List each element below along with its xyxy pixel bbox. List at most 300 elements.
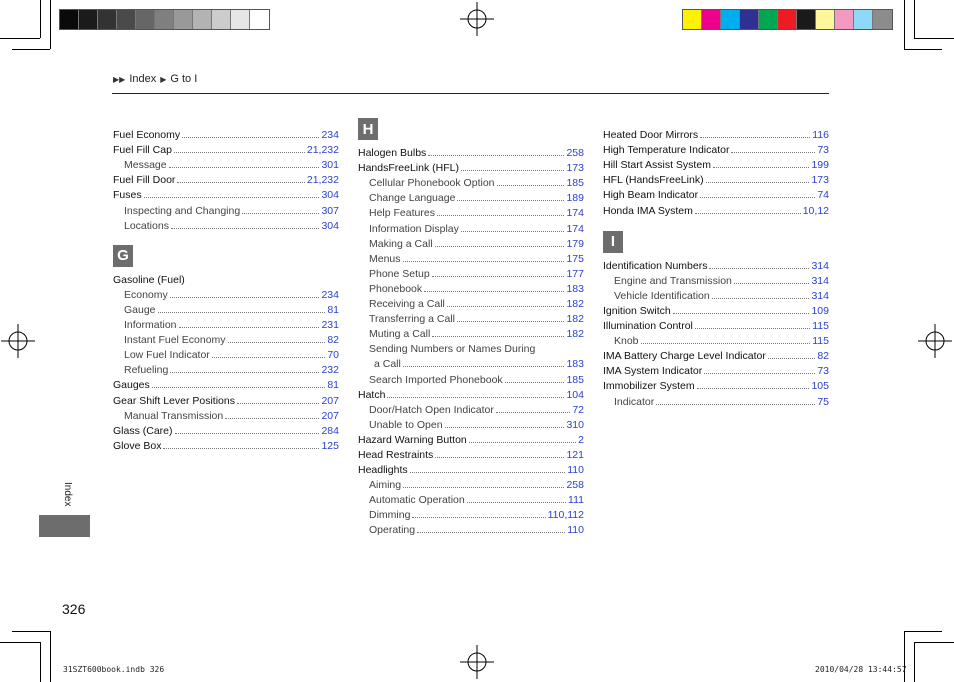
- index-entry-page-link[interactable]: 258: [566, 147, 584, 160]
- crop-mark-top-right-h2: [904, 49, 942, 50]
- index-entry-label: Low Fuel Indicator: [124, 349, 210, 362]
- index-entry: [603, 171, 829, 186]
- dot-leader: [163, 448, 319, 449]
- index-entry-page-link[interactable]: 304: [321, 189, 339, 202]
- dot-leader: [673, 313, 810, 314]
- dot-leader: [467, 502, 566, 503]
- crop-mark-top-right-h: [914, 38, 954, 39]
- dot-leader: [447, 306, 565, 307]
- index-entry: [358, 491, 584, 506]
- index-entry-page-link[interactable]: 207: [321, 394, 339, 407]
- index-entry: [603, 287, 829, 302]
- grayscale-swatch: [174, 10, 193, 29]
- index-entry-page-link[interactable]: 231: [321, 319, 339, 332]
- crop-mark-top-right-v: [914, 0, 915, 38]
- grayscale-swatch: [98, 10, 117, 29]
- side-tab-label: Index: [62, 482, 73, 507]
- index-entry-label: Immobilizer System: [603, 380, 695, 393]
- index-entry: [358, 386, 584, 401]
- index-entry-label: Heated Door Mirrors: [603, 129, 699, 142]
- index-entry: [603, 186, 829, 201]
- index-entry-label: Ignition Switch: [603, 304, 671, 317]
- index-entry-page-link[interactable]: 75: [817, 395, 829, 408]
- header-rule: [112, 93, 829, 94]
- index-entry: [358, 431, 584, 446]
- index-entry-label: Headlights: [358, 464, 408, 477]
- page-number: 326: [62, 601, 86, 617]
- index-entry-page-link[interactable]: 10,12: [802, 204, 829, 217]
- index-entry-page-link[interactable]: 234: [321, 129, 339, 142]
- dot-leader: [709, 268, 809, 269]
- index-entry-label: Gauge: [124, 303, 156, 316]
- dot-leader: [174, 152, 305, 153]
- index-entry: [358, 235, 584, 250]
- index-entry-label: Vehicle Identification: [614, 289, 710, 302]
- process-color-swatch: [854, 10, 873, 29]
- index-entry-label: Receiving a Call: [369, 298, 445, 311]
- grayscale-swatch: [212, 10, 231, 29]
- index-entry-page-link[interactable]: 21,232: [306, 144, 339, 157]
- dot-leader: [403, 261, 565, 262]
- index-entry-label: Identification Numbers: [603, 259, 708, 272]
- letter-badge-i: I: [603, 231, 623, 253]
- dot-leader: [179, 327, 320, 328]
- index-entry-label: Illumination Control: [603, 320, 693, 333]
- process-color-swatch: [740, 10, 759, 29]
- arrow-icon: ▶: [160, 74, 167, 84]
- index-entry: [358, 461, 584, 476]
- dot-leader: [387, 397, 564, 398]
- dot-leader: [225, 418, 319, 419]
- dot-leader: [445, 427, 565, 428]
- dot-leader: [175, 433, 320, 434]
- dot-leader: [182, 137, 319, 138]
- index-entry-page-link[interactable]: 2: [578, 433, 584, 446]
- index-entry-label: Engine and Transmission: [614, 274, 732, 287]
- dot-leader: [432, 336, 564, 337]
- index-entry: [358, 189, 584, 204]
- index-entry: [358, 446, 584, 461]
- index-entry: [113, 141, 339, 156]
- index-entry-page-link[interactable]: 73: [817, 365, 829, 378]
- index-entry: [113, 156, 339, 171]
- grayscale-swatch: [79, 10, 98, 29]
- dot-leader: [497, 185, 565, 186]
- index-entry-label: Hill Start Assist System: [603, 159, 711, 172]
- process-color-swatch: [721, 10, 740, 29]
- crop-mark-bottom-left-h: [0, 642, 40, 643]
- index-entry-label: Phone Setup: [369, 267, 430, 280]
- index-entry-label: Message: [124, 159, 167, 172]
- crop-mark-bottom-right-h2: [904, 631, 942, 632]
- dot-leader: [700, 137, 810, 138]
- dot-leader: [457, 321, 564, 322]
- process-color-swatch: [702, 10, 721, 29]
- footer-timestamp: 2010/04/28 13:44:57: [815, 665, 907, 674]
- side-tab[interactable]: [39, 515, 90, 537]
- index-entry-page-link[interactable]: 304: [321, 219, 339, 232]
- index-entry: [358, 265, 584, 280]
- index-entry-page-link[interactable]: 110: [567, 464, 584, 477]
- crop-mark-bottom-right-v: [914, 642, 915, 682]
- index-entry-page-link[interactable]: 72: [572, 403, 584, 416]
- dot-leader: [700, 197, 815, 198]
- dot-leader: [457, 200, 564, 201]
- index-entry: [603, 257, 829, 272]
- index-entry-label: IMA System Indicator: [603, 365, 703, 378]
- index-entry: [358, 144, 584, 159]
- index-entry-page-link[interactable]: 110,112: [547, 509, 584, 522]
- index-entry: [113, 301, 339, 316]
- index-entry-page-link[interactable]: 182: [566, 298, 584, 311]
- index-entry-label: IMA Battery Charge Level Indicator: [603, 350, 766, 363]
- index-entry: [358, 325, 584, 340]
- index-entry-page-link[interactable]: 179: [566, 237, 584, 250]
- crop-mark-top-left-v2: [50, 0, 51, 49]
- crop-mark-top-left-h: [0, 38, 40, 39]
- index-entry-label: Gauges: [113, 379, 150, 392]
- grayscale-swatch: [193, 10, 212, 29]
- index-entry: [358, 159, 584, 174]
- index-entry-page-link[interactable]: 82: [327, 334, 339, 347]
- dot-leader: [704, 373, 815, 374]
- index-entry-label: Instant Fuel Economy: [124, 334, 226, 347]
- crop-mark-bottom-right-v2: [904, 631, 905, 682]
- index-entry: [113, 407, 339, 422]
- index-entry-label: High Temperature Indicator: [603, 144, 730, 157]
- index-entry: [358, 476, 584, 491]
- index-entry-label: Unable to Open: [369, 418, 443, 431]
- index-entry: [113, 171, 339, 186]
- index-entry-label: HFL (HandsFreeLink): [603, 174, 704, 187]
- crop-mark-top-left-v: [40, 0, 41, 38]
- index-entry: [603, 362, 829, 377]
- index-entry-page-link[interactable]: 73: [817, 144, 829, 157]
- index-entry-label: Muting a Call: [369, 328, 431, 341]
- index-entry: [113, 316, 339, 331]
- index-entry-label: Fuel Fill Cap: [113, 144, 172, 157]
- index-entry-page-link[interactable]: 21,232: [306, 174, 339, 187]
- letter-badge-g: G: [113, 245, 133, 267]
- process-color-swatch: [759, 10, 778, 29]
- dot-leader: [461, 170, 565, 171]
- index-entry: [603, 392, 829, 407]
- index-entry-label: Transferring a Call: [369, 313, 455, 326]
- index-entry: [358, 401, 584, 416]
- dot-leader: [428, 155, 564, 156]
- dot-leader: [437, 215, 565, 216]
- index-entry: [113, 126, 339, 141]
- letter-badge-h: H: [358, 118, 378, 140]
- index-entry-label: Change Language: [369, 192, 456, 205]
- index-entry-page-link[interactable]: 175: [566, 252, 584, 265]
- grayscale-swatch: [250, 10, 269, 29]
- process-color-swatch: [816, 10, 835, 29]
- process-color-swatch: [873, 10, 892, 29]
- index-entry: [113, 271, 339, 286]
- index-entry-label: Halogen Bulbs: [358, 147, 427, 160]
- index-entry-label: Hatch: [358, 388, 386, 401]
- dot-leader: [158, 312, 326, 313]
- breadcrumb-section[interactable]: Index: [129, 73, 157, 85]
- dot-leader: [641, 343, 811, 344]
- index-entry-label: Automatic Operation: [369, 494, 465, 507]
- index-entry-label: Hazard Warning Button: [358, 433, 467, 446]
- dot-leader: [469, 442, 576, 443]
- index-entry-label: Sending Numbers or Names During: [369, 343, 536, 356]
- crop-mark-bottom-left-v2: [50, 631, 51, 682]
- index-entry-page-link[interactable]: 185: [566, 177, 584, 190]
- index-entry-page-link[interactable]: 70: [327, 349, 339, 362]
- dot-leader: [412, 517, 545, 518]
- process-color-swatch: [835, 10, 854, 29]
- index-entry-label: Head Restraints: [358, 448, 434, 461]
- index-list-f: [113, 126, 339, 232]
- index-entry-label: HandsFreeLink (HFL): [358, 162, 459, 175]
- process-color-swatch: [778, 10, 797, 29]
- dot-leader: [424, 291, 564, 292]
- index-entry-label: Information Display: [369, 222, 459, 235]
- process-color-swatch: [683, 10, 702, 29]
- index-entry: [603, 201, 829, 216]
- index-entry-page-link[interactable]: 74: [817, 189, 829, 202]
- index-entry-label: Gear Shift Lever Positions: [113, 394, 235, 407]
- index-list-i: [603, 257, 829, 408]
- index-entry-label: Making a Call: [369, 237, 433, 250]
- index-entry: [358, 340, 584, 355]
- registration-mark-bottom-icon: [460, 645, 494, 679]
- index-entry-label: Search Imported Phonebook: [369, 373, 503, 386]
- grayscale-swatch: [231, 10, 250, 29]
- dot-leader: [435, 457, 564, 458]
- dot-leader: [177, 182, 304, 183]
- dot-leader: [228, 342, 326, 343]
- index-entry-page-link[interactable]: 258: [566, 479, 584, 492]
- dot-leader: [144, 197, 320, 198]
- index-entry: [358, 204, 584, 219]
- dot-leader: [768, 358, 815, 359]
- index-entry: [358, 416, 584, 431]
- grayscale-swatch: [117, 10, 136, 29]
- index-entry-page-link[interactable]: 185: [566, 373, 584, 386]
- index-entry-label: Aiming: [369, 479, 402, 492]
- index-entry-label: Fuel Fill Door: [113, 174, 176, 187]
- index-entry: [113, 201, 339, 216]
- index-entry-page-link[interactable]: 301: [321, 159, 339, 172]
- index-entry: [113, 286, 339, 301]
- dot-leader: [212, 357, 326, 358]
- index-entry-page-link[interactable]: 314: [811, 274, 829, 287]
- index-entry: [358, 295, 584, 310]
- index-entry-page-link[interactable]: 177: [566, 267, 584, 280]
- dot-leader: [461, 231, 565, 232]
- dot-leader: [242, 213, 319, 214]
- index-entry: [358, 506, 584, 521]
- index-entry: [113, 376, 339, 391]
- index-entry-page-link[interactable]: 207: [321, 409, 339, 422]
- index-entry-page-link[interactable]: 234: [321, 288, 339, 301]
- registration-mark-right-icon: [918, 324, 952, 358]
- index-entry: [358, 280, 584, 295]
- grayscale-swatch: [60, 10, 79, 29]
- dot-leader: [410, 472, 566, 473]
- registration-mark-top-icon: [460, 2, 494, 36]
- dot-leader: [505, 382, 565, 383]
- index-entry-page-link[interactable]: 232: [321, 364, 339, 377]
- index-entry-page-link[interactable]: 115: [812, 320, 829, 333]
- index-entry-label: Knob: [614, 335, 639, 348]
- process-color-bar: [682, 9, 893, 30]
- index-entry-page-link[interactable]: 105: [811, 380, 829, 393]
- index-list-h: [358, 144, 584, 536]
- dot-leader: [734, 283, 810, 284]
- breadcrumb: [113, 73, 197, 85]
- index-entry: [603, 347, 829, 362]
- index-entry: [113, 346, 339, 361]
- dot-leader: [713, 167, 810, 168]
- index-entry: [358, 250, 584, 265]
- index-entry-page-link[interactable]: 109: [811, 304, 829, 317]
- index-column-1: [113, 126, 339, 452]
- index-entry-label: Operating: [369, 524, 416, 537]
- breadcrumb-current: G to I: [170, 73, 198, 85]
- registration-mark-left-icon: [1, 324, 35, 358]
- index-entry-page-link[interactable]: 182: [566, 328, 584, 341]
- index-column-3: [603, 126, 829, 408]
- index-entry: [603, 126, 829, 141]
- index-entry-page-link[interactable]: 125: [321, 439, 339, 452]
- index-entry-page-link[interactable]: 314: [811, 289, 829, 302]
- index-entry: [358, 310, 584, 325]
- index-entry: [603, 141, 829, 156]
- index-entry: [603, 332, 829, 347]
- grayscale-swatch: [136, 10, 155, 29]
- crop-mark-top-left-h2: [12, 49, 50, 50]
- index-entry-label: Manual Transmission: [124, 409, 224, 422]
- index-entry-label: Indicator: [614, 395, 655, 408]
- index-column-2: [358, 117, 584, 536]
- index-entry-label: Fuses: [113, 189, 142, 202]
- index-entry: [603, 377, 829, 392]
- dot-leader: [170, 297, 320, 298]
- index-entry-page-link[interactable]: 174: [566, 207, 584, 220]
- index-entry-page-link[interactable]: 173: [566, 162, 584, 175]
- dot-leader: [237, 403, 319, 404]
- index-entry-page-link[interactable]: 189: [566, 192, 584, 205]
- index-entry-label: Cellular Phonebook Option: [369, 177, 495, 190]
- index-entry-page-link[interactable]: 121: [566, 448, 584, 461]
- dot-leader: [152, 387, 326, 388]
- index-entry-label: Phonebook: [369, 282, 423, 295]
- index-entry-label: Locations: [124, 219, 169, 232]
- index-entry-page-link[interactable]: 82: [817, 350, 829, 363]
- dot-leader: [697, 388, 810, 389]
- index-entry: [358, 370, 584, 385]
- footer-file: 31SZT600book.indb 326: [63, 665, 165, 674]
- index-entry: [113, 186, 339, 201]
- index-entry: [358, 174, 584, 189]
- index-entry-page-link[interactable]: 310: [566, 418, 584, 431]
- index-entry-page-link[interactable]: 182: [566, 313, 584, 326]
- index-entry-page-link[interactable]: 104: [566, 388, 584, 401]
- dot-leader: [171, 228, 320, 229]
- index-entry-page-link[interactable]: 115: [812, 335, 829, 348]
- index-entry: [113, 422, 339, 437]
- index-entry-label: Honda IMA System: [603, 204, 693, 217]
- dot-leader: [403, 366, 565, 367]
- index-entry: [603, 302, 829, 317]
- crop-mark-bottom-left-v: [40, 642, 41, 682]
- index-entry: [113, 331, 339, 346]
- dot-leader: [731, 152, 815, 153]
- dot-leader: [435, 246, 565, 247]
- index-entry-label: Glove Box: [113, 439, 162, 452]
- index-entry-page-link[interactable]: 314: [811, 259, 829, 272]
- index-entry-page-link[interactable]: 199: [811, 159, 829, 172]
- index-entry-label: a Call: [374, 358, 401, 371]
- double-arrow-icon: ▶▶: [113, 74, 126, 84]
- dot-leader: [496, 412, 570, 413]
- index-entry-page-link[interactable]: 307: [321, 204, 339, 217]
- index-entry-label: Economy: [124, 288, 168, 301]
- index-entry: [358, 219, 584, 234]
- index-entry-page-link[interactable]: 81: [327, 303, 339, 316]
- index-entry: [358, 521, 584, 536]
- index-entry-label: Information: [124, 319, 177, 332]
- index-entry: [113, 437, 339, 452]
- dot-leader: [432, 276, 565, 277]
- index-entry-page-link[interactable]: 284: [321, 424, 339, 437]
- dot-leader: [169, 167, 320, 168]
- index-entry-label: Inspecting and Changing: [124, 204, 241, 217]
- index-entry-label: Dimming: [369, 509, 411, 522]
- dot-leader: [695, 328, 810, 329]
- index-entry-page-link[interactable]: 81: [327, 379, 339, 392]
- index-entry: [113, 361, 339, 376]
- dot-leader: [712, 298, 810, 299]
- index-entry-page-link[interactable]: 173: [811, 174, 829, 187]
- index-entry-label: Fuel Economy: [113, 129, 181, 142]
- index-entry-page-link[interactable]: 111: [568, 494, 584, 507]
- dot-leader: [170, 372, 319, 373]
- dot-leader: [417, 532, 565, 533]
- index-entry-label: Menus: [369, 252, 401, 265]
- dot-leader: [706, 182, 810, 183]
- dot-leader: [656, 404, 815, 405]
- crop-mark-top-right-v2: [904, 0, 905, 49]
- index-entry-page-link[interactable]: 116: [812, 129, 829, 142]
- index-entry: [603, 156, 829, 171]
- index-entry-label: Gasoline (Fuel): [113, 273, 185, 286]
- crop-mark-bottom-left-h2: [12, 631, 50, 632]
- crop-mark-bottom-right-h: [914, 642, 954, 643]
- index-entry-label: Door/Hatch Open Indicator: [369, 403, 494, 416]
- index-entry-page-link[interactable]: 183: [566, 358, 584, 371]
- index-entry: [603, 272, 829, 287]
- index-entry: [113, 217, 339, 232]
- index-entry-label: High Beam Indicator: [603, 189, 699, 202]
- index-entry: [113, 391, 339, 406]
- index-entry-label: Help Features: [369, 207, 435, 220]
- index-entry: [358, 355, 584, 370]
- process-color-swatch: [797, 10, 816, 29]
- dot-leader: [403, 487, 564, 488]
- index-list-g: [113, 271, 339, 452]
- grayscale-color-bar: [59, 9, 270, 30]
- index-entry-page-link[interactable]: 183: [566, 282, 584, 295]
- index-entry-page-link[interactable]: 174: [566, 222, 584, 235]
- index-entry-page-link[interactable]: 110: [567, 524, 584, 537]
